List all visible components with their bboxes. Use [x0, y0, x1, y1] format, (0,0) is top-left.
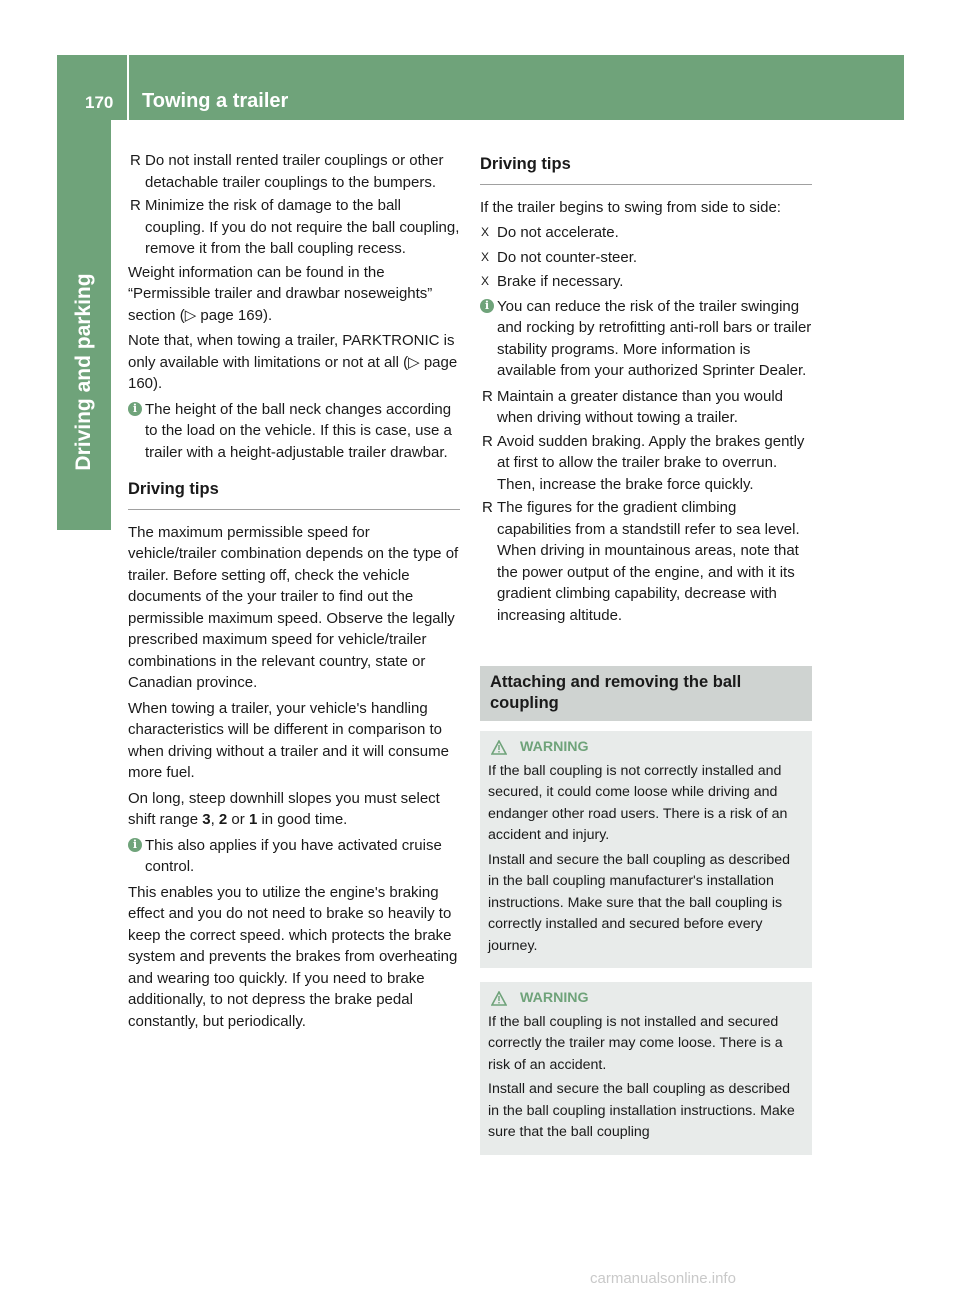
bullet-glyph: R — [130, 152, 141, 169]
paragraph-braking: This enables you to utilize the engine's braking effect and you do not need to brake so heavily to keep the correct speed. which protects the brake system and prevents the brakes from overheating and wearing too quickly. If you need to brake additionally, to not depress the brake pedal constantly, but periodically. — [128, 883, 458, 1030]
section-heading-driving-tips: Driving tips — [480, 154, 812, 185]
warning-title-text: WARNING — [520, 739, 589, 755]
arrow-icon: X — [481, 274, 490, 288]
paragraph-handling: When towing a trailer, your vehicle's handling characteristics will be different in comparison to when driving without a trailer and it will consume more fuel. — [128, 699, 449, 781]
step-item — [480, 271, 812, 293]
shift-range-text: On long, steep downhill slopes you must select shift range — [128, 789, 440, 828]
right-column — [480, 150, 812, 1169]
step-item — [480, 247, 812, 269]
paragraph-max-speed: The maximum permissible speed for vehicle/trailer combination depends on the type of trailer. Before setting off, check the vehicle documents of the your trailer to find out the permissible maximum speed. Observe the legally prescribed maximum speed for vehicle/trailer combinations in the relevant country, state or Canadian province. — [128, 523, 459, 691]
warning-box — [480, 731, 812, 968]
paragraph-shift-range — [128, 788, 460, 831]
step-text: Brake if necessary. — [497, 273, 624, 290]
list-item — [128, 150, 460, 193]
step-text: Do not counter-steer. — [497, 248, 638, 266]
bullet-glyph: R — [482, 432, 493, 450]
paragraph-parktronic: Note that, when towing a trailer, PARKTRONIC is only available with limitations or not at all (▷ page 160). — [128, 332, 458, 392]
page-title: Towing a trailer — [142, 90, 289, 112]
arrow-icon: X — [481, 249, 490, 264]
left-column — [128, 150, 460, 1036]
list-item — [128, 195, 460, 260]
page-number: 170 — [85, 93, 114, 112]
step-item — [480, 222, 812, 244]
shift-range-3: 3 — [202, 811, 211, 828]
shift-range-text-end: in good time. — [257, 811, 348, 828]
list-item-text: Minimize the risk of damage to the ball coupling. If you do not require the ball coupling, remove it from the ball coupling recess. — [145, 197, 460, 257]
info-note-text: You can reduce the risk of the trailer swinging and rocking by retrofitting anti-roll bars or trailer stability programs. More information is available from your authorized Sprinter Dealer. — [497, 297, 812, 379]
paragraph-weight-info: Weight information can be found in the “Permissible trailer and drawbar noseweights” section (▷ page 169). — [128, 263, 433, 324]
bullet-glyph: R — [482, 387, 493, 405]
bullet-glyph: R — [482, 499, 493, 516]
section-heading-ball-coupling: Attaching and removing the ball coupling — [480, 666, 812, 721]
info-note — [480, 296, 812, 382]
list-item — [480, 497, 812, 626]
warning-instruction: Install and secure the ball coupling as described in the ball coupling installation instructions. Make sure that the ball coupling — [488, 1081, 795, 1140]
info-icon: i — [480, 299, 494, 313]
shift-range-2: 2 — [218, 811, 228, 828]
watermark: carmanualsonline.info — [590, 1270, 736, 1287]
warning-text: If the ball coupling is not correctly installed and secured, it could come loose while driving and endanger other road users. There is a risk of an accident and injury. — [488, 762, 788, 843]
list-item-text: Maintain a greater distance than you would when driving without towing a trailer. — [497, 387, 784, 426]
info-icon: i — [128, 402, 142, 416]
list-item-text: The figures for the gradient climbing capabilities from a standstill refer to sea level. When driving in mountainous areas, note that the power output of the engine, and with it its gradient climbing capability, decrease with increasing altitude. — [497, 499, 800, 624]
warning-title — [488, 737, 804, 759]
warning-triangle-icon — [491, 740, 507, 755]
warning-instruction: Install and secure the ball coupling as described in the ball coupling manufacturer's installation instructions. Make sure that the ball coupling is correctly installed and secured before every journey. — [488, 851, 791, 954]
warning-triangle-icon — [491, 991, 507, 1006]
arrow-icon: X — [481, 225, 490, 239]
info-note — [128, 399, 460, 464]
bullet-glyph: R — [130, 197, 141, 214]
step-text: Do not accelerate. — [497, 224, 619, 241]
warning-text: If the ball coupling is not installed and secured correctly the trailer may come loose. There is a risk of an accident. — [488, 1013, 783, 1073]
side-tab-label: Driving and parking — [72, 273, 95, 471]
info-icon: i — [128, 838, 142, 852]
header-divider — [127, 55, 129, 120]
list-item-text: Do not install rented trailer couplings or other detachable trailer couplings to the bumpers. — [145, 152, 444, 191]
shift-range-separator: , — [210, 811, 219, 828]
shift-range-1: 1 — [248, 811, 258, 828]
section-heading-driving-tips: Driving tips — [128, 479, 460, 510]
warning-box — [480, 982, 812, 1155]
warning-title — [488, 988, 804, 1010]
info-note-text: The height of the ball neck changes according to the load on the vehicle. If this is case, use a trailer with a height-adjustable trailer drawbar. — [145, 400, 452, 461]
paragraph-swing: If the trailer begins to swing from side to side: — [480, 198, 781, 216]
warning-title-text: WARNING — [520, 990, 589, 1006]
list-item — [480, 431, 812, 496]
list-item — [480, 386, 812, 429]
list-item-text: Avoid sudden braking. Apply the brakes gently at first to allow the trailer brake to overrun. Then, increase the brake force quickly. — [497, 432, 805, 493]
info-note — [128, 835, 460, 878]
shift-range-or: or — [227, 811, 249, 828]
info-note-text: This also applies if you have activated cruise control. — [145, 836, 442, 875]
